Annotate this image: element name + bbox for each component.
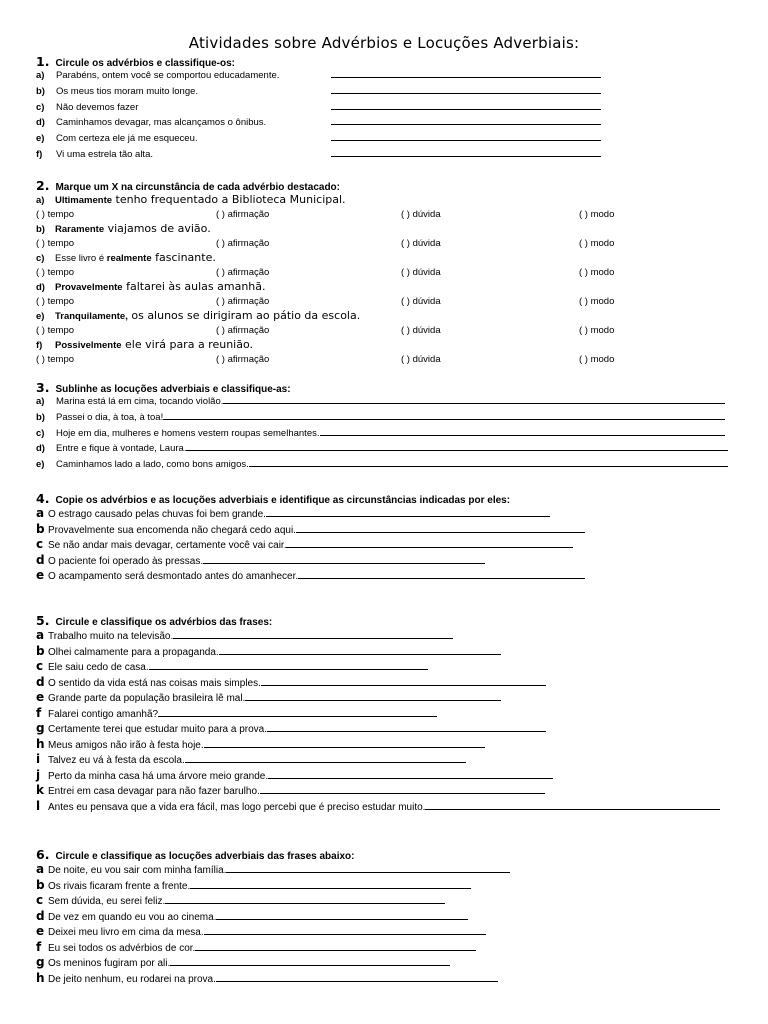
option-checkbox[interactable]: ( ) tempo (36, 295, 75, 307)
section-number: 4. (36, 491, 50, 506)
sentence-prefix: Esse livro é (55, 253, 107, 264)
question-text: Certamente terei que estudar muito para a prova. (48, 724, 268, 735)
answer-line[interactable] (219, 646, 501, 655)
question-text: Deixei meu livro em cima da mesa. (48, 927, 204, 938)
section-4 (36, 491, 738, 584)
highlighted-adverb: Ultimamente (55, 195, 113, 206)
item-letter: e) (36, 133, 45, 145)
question-text: Falarei contigo amanhã? (48, 708, 159, 720)
answer-line[interactable] (226, 864, 510, 873)
question-row (36, 893, 738, 909)
question-text: Sem dúvida, eu serei feliz. (48, 896, 166, 907)
item-letter: d (36, 908, 45, 923)
options-row (36, 324, 738, 339)
options-row (36, 237, 738, 252)
section-heading (36, 380, 738, 395)
item-letter: b (36, 877, 45, 892)
option-checkbox[interactable]: ( ) afirmação (216, 237, 270, 249)
highlighted-adverb: realmente (106, 253, 152, 264)
answer-line[interactable] (296, 524, 585, 533)
question-text: Provavelmente sua encomenda não chegará cedo aqui. (48, 524, 296, 536)
section-2 (36, 178, 738, 367)
question-text: Eu sei todos os advérbios de cor. (48, 942, 196, 954)
sentence-rest: fascinante. (151, 251, 216, 264)
question-row (36, 706, 738, 722)
answer-line[interactable] (260, 785, 545, 794)
question-text: Meus amigos não irão à festa hoje. (48, 739, 204, 751)
item-letter: j (36, 767, 41, 782)
answer-line[interactable] (185, 754, 466, 763)
option-checkbox[interactable]: ( ) tempo (36, 266, 75, 278)
answer-line[interactable] (186, 442, 728, 451)
question-text: O estrago causado pelas chuvas foi bem grande. (48, 509, 266, 520)
question-text: Grande parte da população brasileira lê mal. (48, 693, 246, 704)
answer-line[interactable] (331, 69, 601, 78)
sentence-rest: os alunos se dirigiram ao pátio da escola. (127, 309, 361, 322)
question-line (36, 251, 738, 266)
answer-line[interactable] (286, 539, 573, 548)
question-line (36, 222, 738, 237)
answer-line[interactable] (249, 458, 728, 467)
item-letter: d (36, 674, 45, 689)
option-checkbox[interactable]: ( ) dúvida (401, 266, 441, 278)
item-letter: g (36, 721, 45, 735)
answer-line[interactable] (245, 692, 501, 701)
question-text: Perto da minha casa há uma árvore meio grande. (48, 770, 269, 782)
item-letter: k (36, 783, 44, 797)
question-row (36, 148, 738, 164)
question-row (36, 506, 738, 522)
item-letter: b) (36, 411, 45, 423)
item-letter: e) (36, 311, 45, 322)
item-letter: f) (36, 148, 43, 160)
question-row (36, 85, 738, 101)
question-text: De jeito nenhum, eu rodarei na prova. (48, 973, 216, 985)
section-instruction: Marque um X na circunstância de cada advérbio destacado: (55, 182, 340, 193)
question-row (36, 659, 738, 675)
section-heading (36, 54, 738, 69)
question-line (36, 280, 738, 295)
item-letter: c) (36, 253, 45, 264)
question-text: Antes eu pensava que a vida era fácil, mas logo percebi que é preciso estudar muito. (48, 801, 426, 813)
answer-line[interactable] (204, 926, 486, 935)
question-text: Se não andar mais devagar, certamente você vai cair. (48, 540, 287, 551)
item-letter: b (36, 643, 45, 658)
section-instruction: Sublinhe as locuções adverbiais e classifique-as: (55, 384, 291, 395)
question-row (36, 522, 738, 538)
highlighted-adverb: Raramente (55, 224, 105, 235)
question-text: Vi uma estrela tão alta. (56, 148, 153, 160)
question-row (36, 411, 738, 427)
question-row (36, 628, 738, 644)
item-letter: e) (36, 459, 45, 471)
question-text: Entre e fique à vontade, Laura. (56, 443, 187, 455)
question-sentence (55, 338, 253, 351)
item-letter: e (36, 568, 45, 582)
item-letter: a) (36, 396, 45, 407)
item-letter: h (36, 970, 45, 985)
item-letter: g (36, 955, 45, 969)
item-letter: h (36, 736, 45, 751)
question-text: De vez em quando eu vou ao cinema. (48, 911, 217, 923)
question-line (36, 193, 738, 208)
question-row (36, 862, 738, 878)
option-checkbox[interactable]: ( ) tempo (36, 208, 75, 220)
section-heading (36, 491, 738, 506)
option-checkbox[interactable]: ( ) modo (579, 237, 615, 249)
question-line (36, 338, 738, 353)
item-letter: a (36, 862, 45, 876)
question-text: De noite, eu vou sair com minha família. (48, 865, 227, 876)
answer-line[interactable] (261, 677, 546, 686)
question-line (36, 309, 738, 324)
option-checkbox[interactable]: ( ) modo (579, 295, 615, 307)
section-number: 1. (36, 54, 50, 69)
answer-line[interactable] (158, 708, 437, 717)
question-row (36, 116, 738, 132)
question-text: Parabéns, ontem você se comportou educadamente. (56, 70, 280, 81)
question-text: Os meninos fugiram por ali. (48, 958, 171, 969)
answer-line[interactable] (331, 148, 601, 157)
question-text: Trabalho muito na televisão. (48, 631, 174, 642)
section-instruction: Circule e classifique os advérbios das frases: (55, 617, 273, 628)
section-heading (36, 178, 738, 193)
answer-line[interactable] (203, 555, 485, 564)
question-text: Olhei calmamente para a propaganda. (48, 646, 219, 658)
question-row (36, 644, 738, 660)
section-number: 6. (36, 847, 50, 862)
item-letter: f (36, 705, 42, 720)
question-row (36, 721, 738, 737)
answer-line[interactable] (204, 739, 485, 748)
answer-line[interactable] (163, 411, 725, 420)
item-letter: a) (36, 70, 45, 81)
question-sentence (55, 251, 216, 264)
sentence-rest: tenho frequentado a Biblioteca Municipal. (112, 193, 346, 206)
question-row (36, 924, 738, 940)
question-text: Talvez eu vá à festa da escola. (48, 755, 185, 766)
section-number: 3. (36, 380, 50, 395)
question-sentence (55, 309, 360, 322)
option-checkbox[interactable]: ( ) modo (579, 266, 615, 278)
question-row (36, 783, 738, 799)
question-row (36, 458, 738, 474)
item-letter: c) (36, 101, 45, 113)
answer-line[interactable] (165, 895, 445, 904)
answer-line[interactable] (331, 132, 601, 141)
sentence-rest: viajamos de avião. (104, 222, 211, 235)
question-row (36, 568, 738, 584)
item-letter: a (36, 506, 45, 520)
question-text: Os rivais ficaram frente a frente. (48, 880, 191, 892)
item-letter: i (36, 752, 41, 766)
options-row (36, 353, 738, 368)
options-row (36, 295, 738, 310)
section-instruction: Circule e classifique as locuções adverbiais das frases abaixo: (55, 851, 355, 862)
item-letter: b) (36, 85, 45, 97)
option-checkbox[interactable]: ( ) afirmação (216, 324, 270, 336)
section-3 (36, 380, 738, 474)
question-row (36, 752, 738, 768)
item-letter: e (36, 924, 45, 938)
answer-line[interactable] (331, 85, 601, 94)
section-instruction: Circule os advérbios e classifique-os: (55, 58, 235, 69)
question-text: Entrei em casa devagar para não fazer barulho. (48, 786, 260, 797)
answer-line[interactable] (266, 508, 550, 517)
option-checkbox[interactable]: ( ) afirmação (216, 266, 270, 278)
item-letter: a (36, 628, 45, 642)
question-text: Marina está lá em cima, tocando violão. (56, 396, 224, 407)
option-checkbox[interactable]: ( ) afirmação (216, 208, 270, 220)
item-letter: f (36, 939, 42, 954)
question-text: O paciente foi operado às pressas. (48, 555, 204, 567)
section-number: 2. (36, 178, 50, 193)
option-checkbox[interactable]: ( ) dúvida (401, 353, 441, 365)
answer-line[interactable] (195, 942, 476, 951)
answer-line[interactable] (268, 770, 553, 779)
answer-line[interactable] (267, 723, 546, 732)
question-text: Caminhamos lado a lado, como bons amigos. (56, 459, 249, 471)
question-row (36, 675, 738, 691)
answer-line[interactable] (331, 101, 601, 110)
answer-line[interactable] (223, 395, 725, 404)
item-letter: b (36, 521, 45, 536)
section-5 (36, 613, 738, 814)
item-letter: l (36, 798, 41, 813)
question-text: Ele saiu cedo de casa. (48, 662, 149, 673)
answer-line[interactable] (170, 957, 450, 966)
question-text: Hoje em dia, mulheres e homens vestem roupas semelhantes. (56, 427, 320, 439)
answer-line[interactable] (216, 911, 468, 920)
question-row (36, 553, 738, 569)
section-instruction: Copie os advérbios e as locuções adverbiais e identifique as circunstâncias indicadas por eles: (55, 495, 511, 506)
option-checkbox[interactable]: ( ) dúvida (401, 324, 441, 336)
highlighted-adverb: Possivelmente (55, 340, 122, 351)
question-row (36, 737, 738, 753)
question-row (36, 101, 738, 117)
answer-line[interactable] (190, 880, 471, 889)
option-checkbox[interactable]: ( ) afirmação (216, 295, 270, 307)
sentence-rest: ele virá para a reunião. (121, 338, 253, 351)
question-row (36, 69, 738, 85)
option-checkbox[interactable]: ( ) dúvida (401, 208, 441, 220)
sentence-rest: faltarei às aulas amanhã. (122, 280, 266, 293)
section-heading (36, 613, 738, 628)
answer-line[interactable] (216, 973, 498, 982)
answer-line[interactable] (320, 427, 726, 436)
item-letter: e (36, 690, 45, 704)
item-letter: c (36, 537, 44, 551)
option-checkbox[interactable]: ( ) modo (579, 353, 615, 365)
options-row (36, 266, 738, 281)
option-checkbox[interactable]: ( ) modo (579, 208, 615, 220)
item-letter: d (36, 552, 45, 567)
answer-line[interactable] (298, 570, 585, 579)
question-row (36, 132, 738, 148)
option-checkbox[interactable]: ( ) dúvida (401, 295, 441, 307)
option-checkbox[interactable]: ( ) tempo (36, 324, 75, 336)
option-checkbox[interactable]: ( ) tempo (36, 237, 75, 249)
option-checkbox[interactable]: ( ) dúvida (401, 237, 441, 249)
question-text: Não devemos fazer (56, 101, 139, 113)
answer-line[interactable] (149, 661, 428, 670)
question-row (36, 799, 738, 815)
question-text: O acampamento será desmontado antes do amanhecer. (48, 571, 299, 582)
answer-line[interactable] (425, 801, 720, 810)
question-row (36, 768, 738, 784)
item-letter: b) (36, 224, 45, 235)
question-text: Com certeza ele já me esqueceu. (56, 133, 198, 145)
option-checkbox[interactable]: ( ) afirmação (216, 353, 270, 365)
item-letter: c (36, 893, 44, 907)
question-text: Os meus tios moram muito longe. (56, 85, 199, 97)
section-6 (36, 847, 738, 986)
section-number: 5. (36, 613, 50, 628)
question-row (36, 442, 738, 458)
question-row (36, 690, 738, 706)
section-heading (36, 847, 738, 862)
question-row (36, 940, 738, 956)
option-checkbox[interactable]: ( ) modo (579, 324, 615, 336)
page-title: Atividades sobre Advérbios e Locuções Adverbiais: (188, 34, 580, 52)
question-sentence (55, 280, 266, 293)
question-row (36, 395, 738, 411)
answer-line[interactable] (331, 116, 601, 125)
highlighted-adverb: Provavelmente (55, 282, 123, 293)
question-row (36, 878, 738, 894)
options-row (36, 208, 738, 223)
question-text: O sentido da vida está nas coisas mais simples. (48, 677, 261, 689)
item-letter: d) (36, 443, 45, 455)
section-1 (36, 54, 738, 164)
item-letter: f) (36, 340, 43, 351)
question-row (36, 427, 738, 443)
question-sentence (55, 222, 211, 235)
item-letter: d) (36, 282, 45, 293)
item-letter: a) (36, 195, 45, 206)
question-sentence (55, 193, 346, 206)
option-checkbox[interactable]: ( ) tempo (36, 353, 75, 365)
highlighted-adverb: Tranquilamente, (55, 311, 128, 322)
item-letter: c (36, 659, 44, 673)
question-text: Caminhamos devagar, mas alcançamos o ônibus. (56, 117, 267, 129)
answer-line[interactable] (173, 630, 453, 639)
question-row (36, 971, 738, 987)
question-row (36, 955, 738, 971)
item-letter: d) (36, 117, 45, 129)
question-text: Passei o dia, à toa, à toa! (56, 411, 164, 423)
question-row (36, 909, 738, 925)
question-row (36, 537, 738, 553)
item-letter: c) (36, 427, 45, 439)
